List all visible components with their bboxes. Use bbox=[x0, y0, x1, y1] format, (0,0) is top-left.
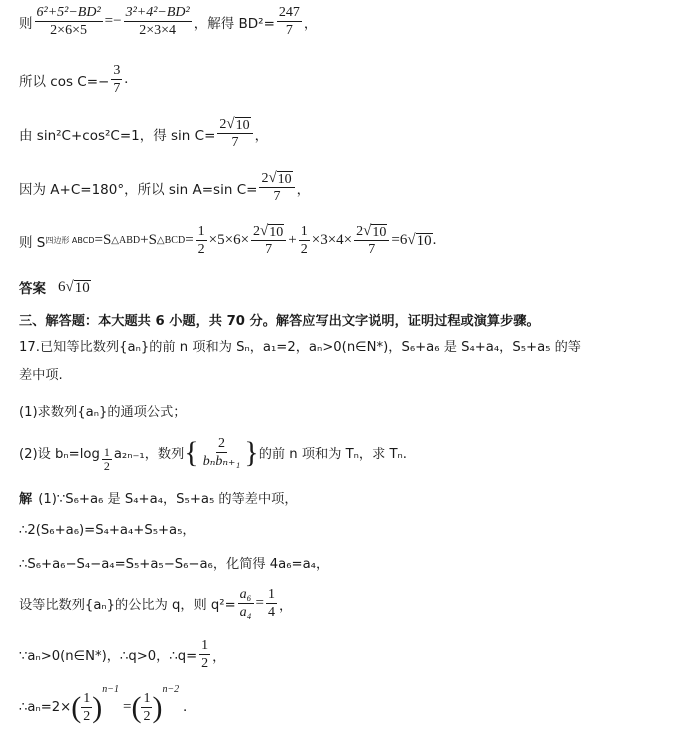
exponent: n−2 bbox=[162, 684, 180, 695]
text: ∵aₙ>0(n∈N*)，∴q>0，∴q= bbox=[19, 649, 198, 664]
question-text: 17.已知等比数列{aₙ}的前 n 项和为 Sₙ，a₁=2，aₙ>0(n∈N*)，S₆+a₆ 是 S₄+a₄，S₅+a₅ 的等 bbox=[19, 340, 581, 355]
numerator: a₆ bbox=[239, 587, 252, 602]
radicand: 10 bbox=[277, 172, 292, 187]
eq-line-5: 则 S 四边形 ABCD =S △ABD +S △BCD = $\frac{1}{2}$ ×5×6× 2 √ 10 7 + $\frac{1}{2}$ ×3×4× 2 √ 10 7 =6 √ 10 . bbox=[19, 223, 437, 257]
text: . bbox=[183, 699, 187, 715]
text: ∴aₙ=2× bbox=[19, 700, 72, 715]
fraction bbox=[299, 223, 310, 258]
denominator: 2 bbox=[103, 459, 110, 473]
denominator: 2 bbox=[143, 709, 151, 724]
denominator: 2×3×4 bbox=[139, 23, 177, 38]
fraction bbox=[259, 170, 294, 205]
question-text: 差中项. bbox=[19, 368, 63, 383]
denominator: 7 bbox=[285, 23, 293, 38]
text: =− bbox=[104, 13, 122, 29]
denominator: 2 bbox=[300, 242, 308, 257]
coefficient: 2 bbox=[219, 117, 227, 132]
solution-line-3 bbox=[19, 553, 329, 572]
numerator: 2 bbox=[217, 436, 225, 451]
fraction bbox=[201, 435, 243, 470]
numerator: 1 bbox=[201, 638, 209, 653]
text: 所以 cos C=− bbox=[19, 73, 110, 90]
right-brace: } bbox=[244, 435, 259, 469]
text: = bbox=[185, 232, 194, 248]
sqrt: √ 10 bbox=[363, 223, 387, 240]
denominator: 7 bbox=[113, 81, 121, 96]
question-17-line-2 bbox=[19, 364, 63, 383]
fraction bbox=[251, 223, 286, 258]
text: 由 sin²C+cos²C=1，得 sin C= bbox=[19, 127, 216, 144]
fraction bbox=[124, 4, 192, 39]
solution-text: (1)∵S₆+a₆ 是 S₄+a₄，S₅+a₅ 的等差中项， bbox=[38, 492, 298, 507]
sqrt: √ 10 bbox=[226, 116, 250, 133]
fraction bbox=[217, 116, 252, 151]
eq-line-1 bbox=[19, 4, 317, 39]
text: =6 bbox=[391, 232, 408, 248]
solution-line-4 bbox=[19, 586, 292, 621]
denominator: 2×6×5 bbox=[50, 23, 87, 38]
right-paren: ) bbox=[92, 690, 103, 724]
denominator: bₙbₙ₊₁ bbox=[202, 454, 241, 469]
denominator: 4 bbox=[267, 605, 275, 620]
fraction bbox=[354, 223, 389, 258]
numerator bbox=[259, 170, 294, 188]
eq-line-4 bbox=[19, 170, 310, 205]
sqrt: √ 10 bbox=[407, 232, 432, 249]
denominator: a₄ bbox=[239, 605, 252, 620]
section-text: 三、解答题：本大题共 6 小题，共 70 分。解答应写出文字说明，证明过程或演算步骤。 bbox=[19, 314, 540, 329]
question-text: (1)求数列{aₙ}的通项公式； bbox=[19, 405, 187, 420]
denominator: 7 bbox=[265, 242, 273, 257]
answer-label: 答案 bbox=[19, 281, 46, 297]
coefficient: 2 bbox=[253, 224, 261, 239]
fraction bbox=[111, 62, 122, 97]
right-paren: ) bbox=[152, 690, 163, 724]
text: . bbox=[124, 71, 129, 87]
solution-text: ∴2(S₆+a₆)=S₄+a₄+S₅+a₅， bbox=[19, 523, 196, 538]
radicand: 10 bbox=[74, 279, 90, 296]
radicand: 10 bbox=[235, 118, 250, 133]
text: = bbox=[122, 699, 132, 715]
numerator: 1 bbox=[83, 691, 91, 706]
radicand: 10 bbox=[416, 233, 432, 249]
text: ， bbox=[254, 127, 269, 144]
sqrt: √ 10 bbox=[260, 223, 284, 240]
question-17-line-1 bbox=[19, 336, 581, 355]
denominator: 7 bbox=[368, 242, 376, 257]
denominator: 7 bbox=[273, 189, 281, 204]
numerator: 1 bbox=[103, 445, 110, 459]
numerator: 1 bbox=[300, 224, 308, 239]
text: 则 bbox=[19, 15, 33, 32]
numerator: 1 bbox=[197, 224, 205, 239]
log-base bbox=[102, 446, 112, 473]
left-paren: ( bbox=[131, 690, 142, 724]
text: ，解得 BD²= bbox=[193, 15, 275, 32]
answer-line bbox=[19, 277, 91, 297]
text: . bbox=[432, 232, 437, 248]
question-17-part-2 bbox=[19, 432, 407, 473]
fraction bbox=[266, 586, 277, 621]
question-17-part-1 bbox=[19, 401, 186, 420]
coefficient: 2 bbox=[261, 171, 269, 186]
numerator: 3²+4²−BD² bbox=[125, 5, 190, 20]
numerator: 1 bbox=[143, 691, 151, 706]
radicand: 10 bbox=[269, 225, 284, 240]
denominator: 2 bbox=[201, 656, 209, 671]
fraction bbox=[141, 690, 152, 725]
text: 则 S bbox=[19, 234, 46, 251]
denominator: 2 bbox=[197, 242, 205, 257]
left-paren: ( bbox=[71, 690, 82, 724]
numerator bbox=[217, 116, 252, 134]
text: = bbox=[255, 595, 264, 611]
numerator bbox=[251, 223, 286, 241]
numerator: 6²+5²−BD² bbox=[36, 5, 101, 20]
solution-text: ∴S₆+a₆−S₄−a₄=S₅+a₅−S₆−a₆，化简得 4a₆=a₄， bbox=[19, 557, 330, 572]
fraction bbox=[35, 4, 103, 39]
sqrt: √ 10 bbox=[268, 170, 292, 187]
text: =S bbox=[94, 232, 112, 248]
solution-line-5 bbox=[19, 637, 226, 672]
numerator: 247 bbox=[278, 5, 300, 20]
fraction bbox=[81, 690, 92, 725]
text: + bbox=[288, 232, 297, 248]
left-brace: { bbox=[184, 435, 199, 469]
text: ， bbox=[212, 648, 226, 665]
fraction bbox=[277, 4, 302, 39]
fraction bbox=[199, 637, 210, 672]
radicand: 10 bbox=[372, 225, 387, 240]
fraction bbox=[196, 223, 207, 258]
exponent: n−1 bbox=[102, 684, 119, 695]
solution-line-6 bbox=[19, 684, 187, 725]
coefficient: 2 bbox=[356, 224, 364, 239]
text: ， bbox=[296, 181, 311, 198]
text: ×5×6× bbox=[208, 232, 250, 248]
text: +S bbox=[140, 232, 157, 248]
eq-line-3 bbox=[19, 116, 268, 151]
numerator bbox=[354, 223, 389, 241]
sqrt: √ 10 bbox=[65, 278, 90, 296]
text: a₂ₙ₋₁，数列 bbox=[113, 447, 185, 462]
text: ×3×4× bbox=[311, 232, 353, 248]
numerator: 1 bbox=[267, 587, 275, 602]
fraction bbox=[238, 586, 254, 621]
solution-label: 解 bbox=[19, 492, 33, 507]
answer-coefficient: 6 bbox=[58, 278, 66, 295]
solution-line-1 bbox=[19, 488, 298, 507]
numerator: 3 bbox=[113, 63, 121, 78]
text: ， bbox=[303, 15, 318, 32]
text: 设等比数列{aₙ}的公比为 q，则 q²= bbox=[19, 598, 236, 613]
denominator: 2 bbox=[83, 709, 91, 724]
text: 的前 n 项和为 Tₙ，求 Tₙ. bbox=[258, 447, 407, 462]
solution-line-2 bbox=[19, 519, 196, 538]
denominator: 7 bbox=[231, 135, 239, 150]
text: ， bbox=[278, 597, 293, 614]
text: (2)设 bₙ=log bbox=[19, 447, 100, 462]
eq-line-2 bbox=[19, 62, 128, 97]
section-heading bbox=[19, 310, 540, 329]
text: 因为 A+C=180°，所以 sin A=sin C= bbox=[19, 181, 258, 198]
